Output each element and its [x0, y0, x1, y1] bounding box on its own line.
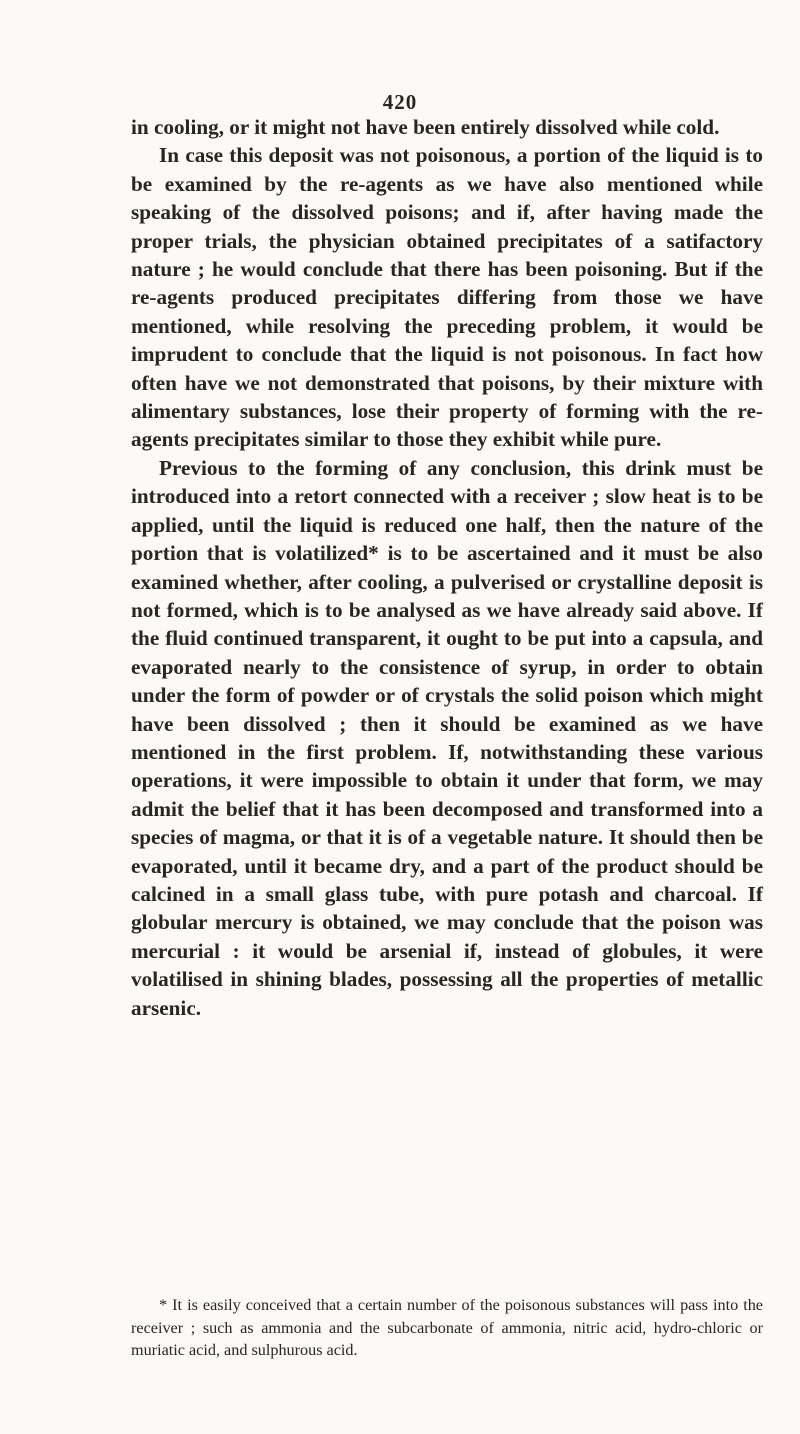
paragraph-deposit-examination: In case this deposit was not poisonous, a portion of the liquid is to be examined by the re-agents as we have also mentioned while speaking of the dissolved poisons; and if, after having made the proper trials, the physician obtained precipitates of a satifactory nature ; he would conclude that there has been poisoning. But if the re-agents produced precipitates differing from those we have mentioned, while resolving the preceding problem, it would be imprudent to conclude that the liquid is not poisonous. In fact how often have we not demonstrated that poisons, by their mixture with alimentary substances, lose their property of forming with the re-agents precipitates similar to those they exhibit while pure. — [131, 143, 763, 452]
paragraph-retort-procedure: Previous to the forming of any conclusion, this drink must be introduced into a retort connected with a receiver ; slow heat is to be applied, until the liquid is reduced one half, then the nature of the portion that is volatilized* is to be ascertained and it must be also examined whether, after cooling, a pulverised or crystalline deposit is not formed, which is to be analysed as we have already said above. If the fluid continued transparent, it ought to be put into a capsula, and evaporated nearly to the consistence of syrup, in order to obtain under the form of powder or of crystals the solid poison which might have been dissolved ; then it should be examined as we have mentioned in the first problem. If, notwithstanding these various operations, it were impossible to obtain it under that form, we may admit the belief that it has been decomposed and transformed into a species of magma, or that it is of a vegetable nature. It should then be evaporated, until it became dry, and a part of the product should be calcined in a small glass tube, with pure potash and charcoal. If globular mercury is obtained, we may conclude that the poison was mercurial : it would be arsenial if, instead of globules, it were volatilised in shining blades, possessing all the properties of metallic arsenic. — [131, 455, 763, 1020]
footnote-text: * It is easily conceived that a certain number of the poisonous substances will pass into the receiver ; such as ammonia and the subcarbonate of ammonia, nitric acid, hydro-chloric or muriatic acid, and sulphurous acid. — [131, 1296, 763, 1359]
paragraph-continuation: in cooling, or it might not have been entirely dissolved while cold. — [131, 115, 720, 139]
footnote — [131, 1294, 763, 1362]
body-text — [131, 113, 763, 1022]
page-number: 420 — [382, 90, 418, 114]
